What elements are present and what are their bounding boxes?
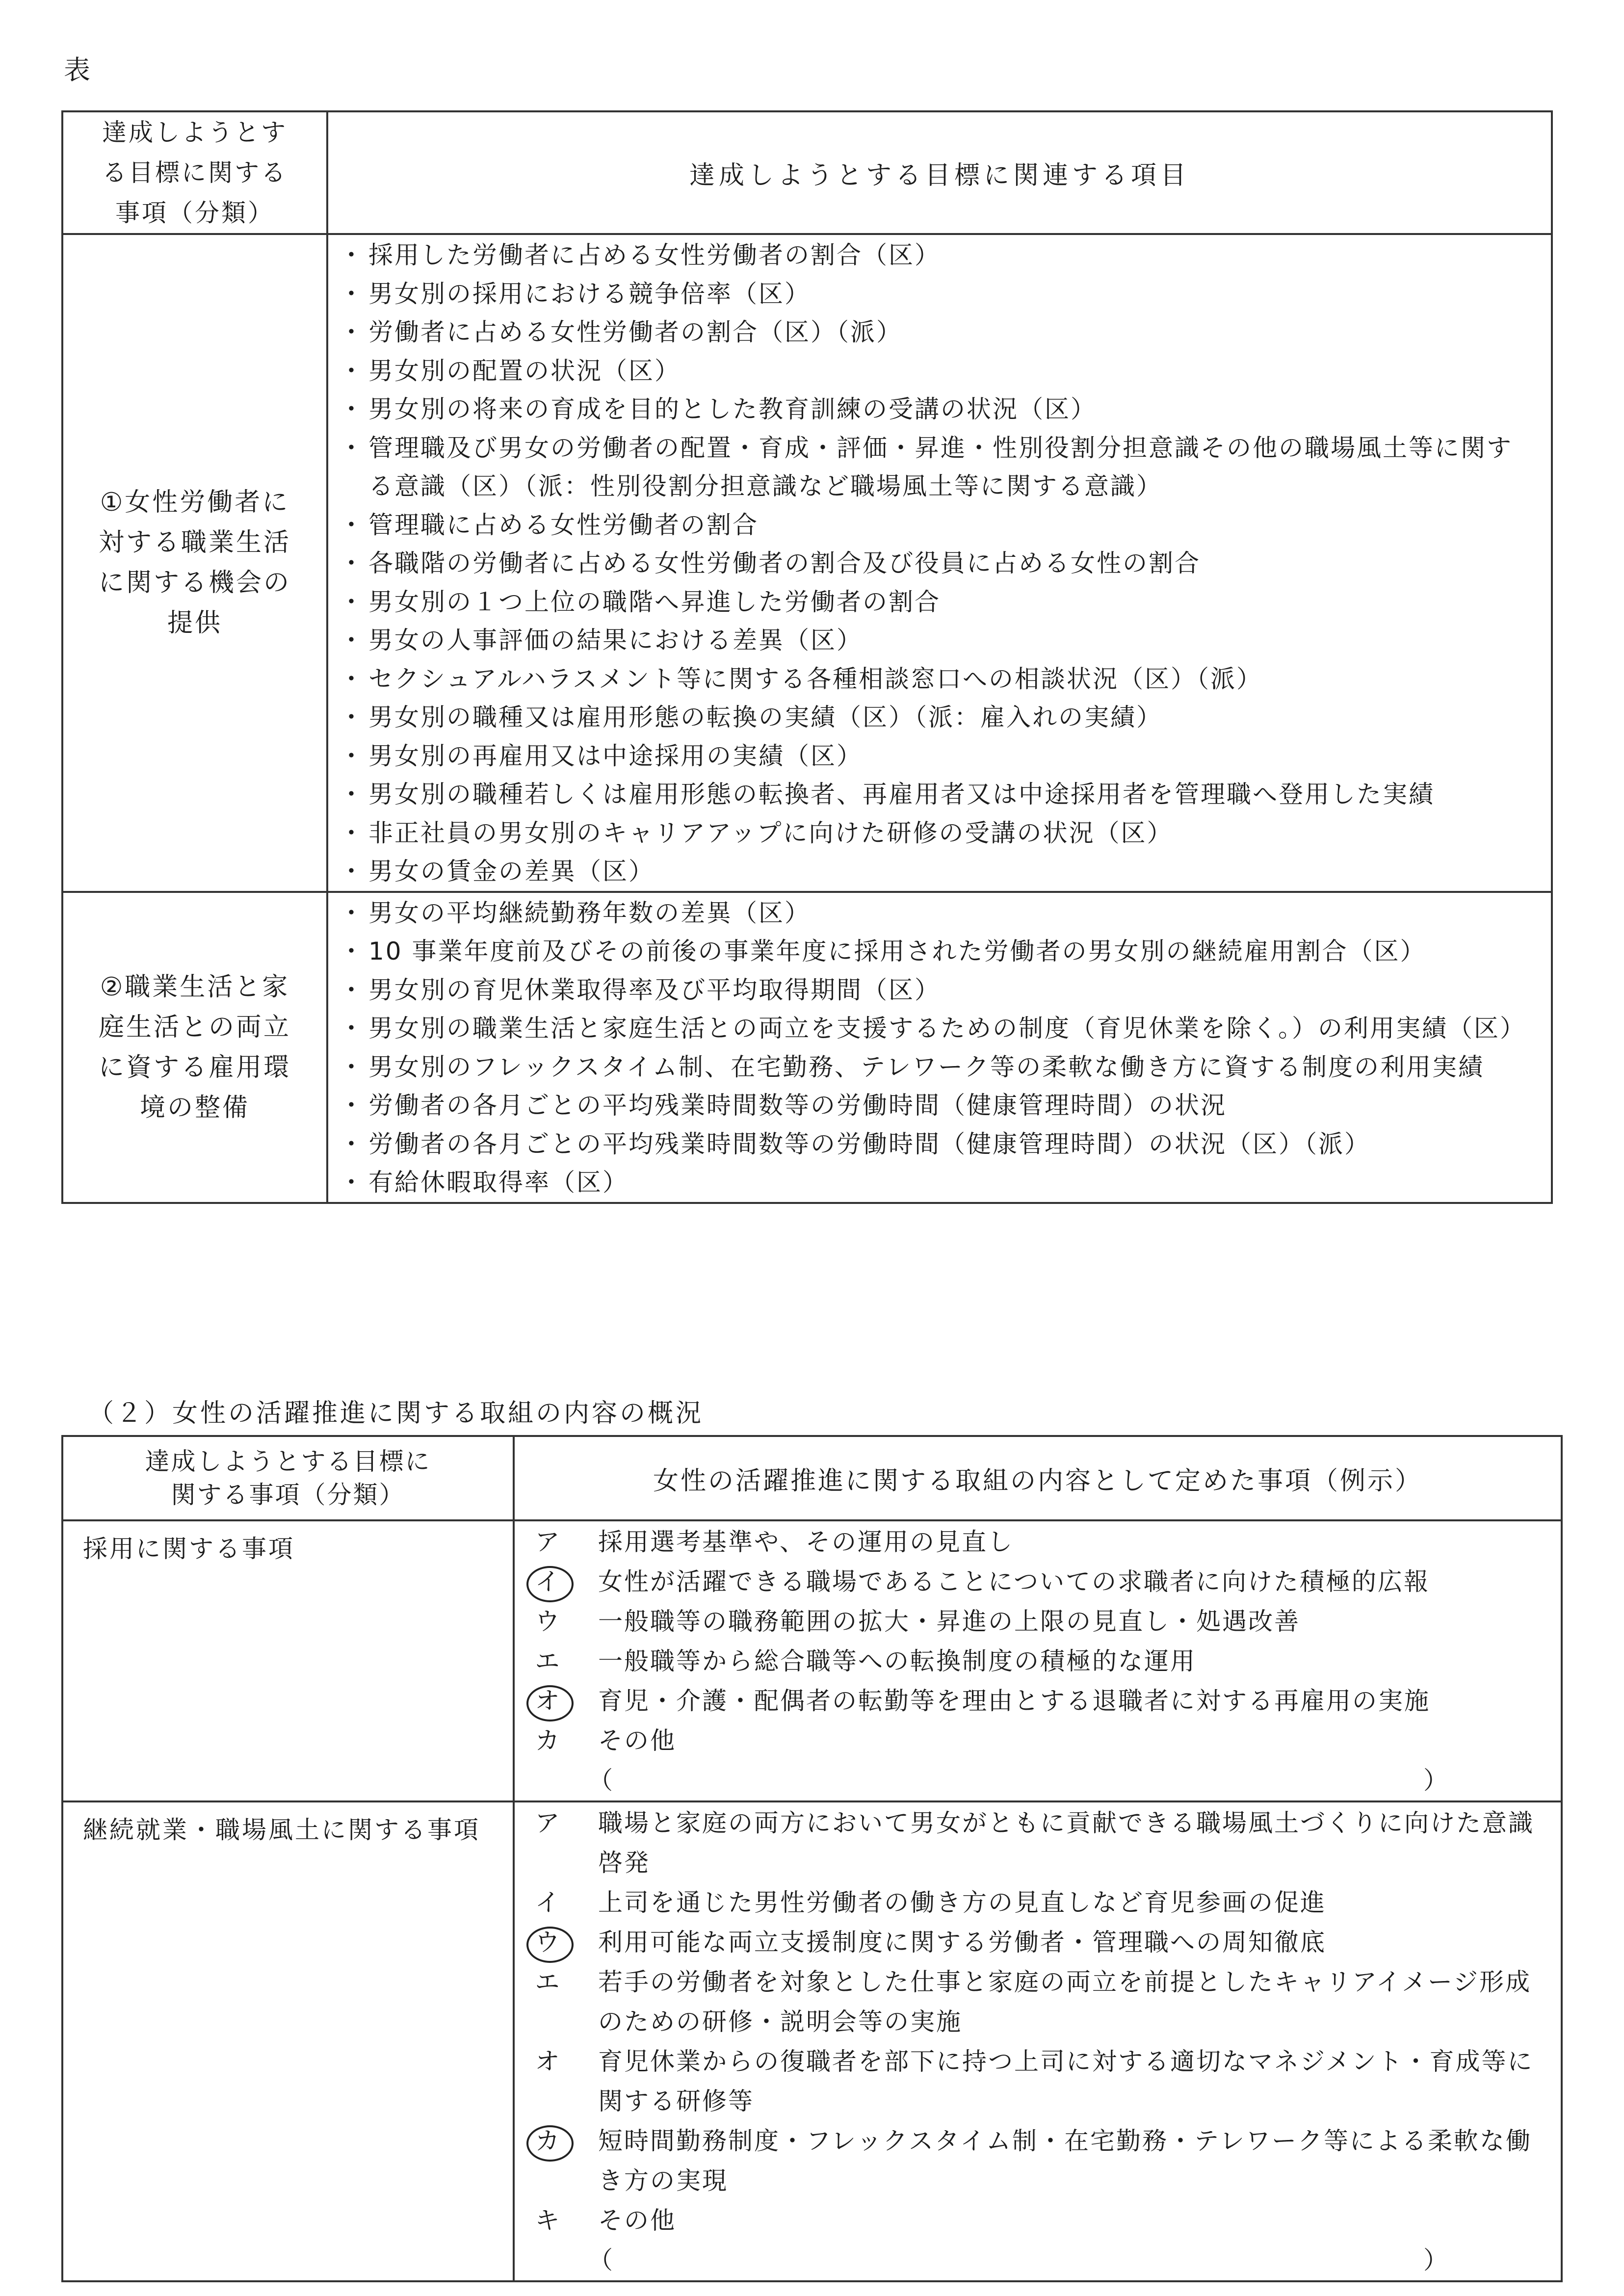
option-item [515, 1602, 1561, 1642]
category-cell: 採用に関する事項 [62, 1520, 514, 1801]
category-line: に資する雇用環 [98, 1052, 291, 1082]
header-goal-category [62, 1436, 514, 1520]
option-mark-circled: イ [524, 1562, 573, 1602]
category-line: ①女性労働者に [100, 488, 290, 518]
list-item: ・ 管理職に占める女性労働者の割合 [328, 506, 1551, 545]
header-goal-category [62, 111, 327, 234]
header-related-items: 達成しようとする目標に関連する項目 [327, 111, 1552, 234]
table-row [62, 1801, 1562, 2281]
items-cell [327, 892, 1552, 1203]
option-item [515, 1883, 1561, 1923]
option-text: その他 [598, 1726, 676, 1755]
options-cell [514, 1520, 1562, 1801]
category-line: ②職業生活と家 [100, 972, 290, 1002]
option-item [515, 1642, 1561, 1681]
option-mark: キ [535, 2206, 561, 2235]
list-item: ・ 男女別の採用における競争倍率（区） [328, 275, 1551, 313]
option-text: 利用可能な両立支援制度に関する労働者・管理職への周知徹底 [598, 1928, 1326, 1957]
header-line: 達成しようとする目標に [145, 1447, 431, 1476]
header-line: 事項（分類） [115, 199, 274, 227]
header-line: 関する事項（分類） [171, 1481, 405, 1509]
category-line: 庭生活との両立 [98, 1012, 291, 1042]
option-mark-circled: オ [524, 1681, 573, 1721]
paren-close: ） [1423, 1766, 1448, 1795]
header-line: る目標に関する [102, 158, 288, 187]
list-item: ・ 男女別の育児休業取得率及び平均取得期間（区） [328, 971, 1551, 1010]
option-text: 採用選考基準や、その運用の見直し [598, 1528, 1014, 1556]
list-item: ・ 各職階の労働者に占める女性労働者の割合及び役員に占める女性の割合 [328, 544, 1551, 583]
other-details-blank [515, 2241, 1561, 2280]
section-title: （２）女性の活躍推進に関する取組の内容の概況 [88, 1399, 704, 1428]
list-item: ・ 男女別の職種若しくは雇用形態の転換者、再雇用者又は中途採用者を管理職へ登用した実績 [328, 775, 1551, 814]
category-cell [62, 234, 327, 892]
option-text: その他 [598, 2206, 676, 2235]
list-item: ・ 男女別のフレックスタイム制、在宅勤務、テレワーク等の柔軟な働き方に資する制度の利用実績 [328, 1048, 1551, 1087]
category-line: 境の整備 [139, 1093, 250, 1122]
table-row [62, 1520, 1562, 1801]
option-mark: ア [535, 1528, 561, 1556]
list-item: ・ 労働者に占める女性労働者の割合（区）（派） [328, 313, 1551, 352]
option-text: 上司を通じた男性労働者の働き方の見直しなど育児参画の促進 [598, 1888, 1326, 1917]
paren-close: ） [1423, 2246, 1448, 2274]
option-item [515, 1962, 1561, 2042]
option-text: 女性が活躍できる職場であることについての求職者に向けた積極的広報 [598, 1567, 1430, 1596]
list-item: ・ 男女別の将来の育成を目的とした教育訓練の受講の状況（区） [328, 390, 1551, 429]
list-item: ・ 男女の平均継続勤務年数の差異（区） [328, 894, 1551, 933]
items-cell [327, 234, 1552, 892]
category-cell: 継続就業・職場風土に関する事項 [62, 1801, 514, 2281]
list-item: ・ 採用した労働者に占める女性労働者の割合（区） [328, 236, 1551, 275]
options-cell [514, 1801, 1562, 2281]
paren-open: （ [588, 1766, 613, 1795]
option-text: 育児休業からの復職者を部下に持つ上司に対する適切なマネジメント・育成等に関する研修等 [598, 2047, 1534, 2115]
header-line: 達成しようとす [102, 118, 288, 147]
list-item: ・ 労働者の各月ごとの平均残業時間数等の労働時間（健康管理時間）の状況 [328, 1086, 1551, 1125]
list-item: ・ 非正社員の男女別のキャリアアップに向けた研修の受講の状況（区） [328, 814, 1551, 853]
table-header-row [62, 111, 1552, 234]
list-item: ・ 男女の賃金の差異（区） [328, 852, 1551, 891]
list-item: ・ 男女別の１つ上位の職階へ昇進した労働者の割合 [328, 583, 1551, 622]
other-details-blank [515, 1761, 1561, 1800]
option-text: 育児・介護・配偶者の転勤等を理由とする退職者に対する再雇用の実施 [598, 1687, 1430, 1715]
table-row [62, 234, 1552, 892]
table-row [62, 892, 1552, 1203]
category-line: に関する機会の [98, 568, 291, 598]
list-item: ・ 10 事業年度前及びその前後の事業年度に採用された労働者の男女別の継続雇用割合（区） [328, 932, 1551, 971]
option-item [515, 2201, 1561, 2241]
option-text: 一般職等から総合職等への転換制度の積極的な運用 [598, 1647, 1196, 1675]
paren-open: （ [588, 2246, 613, 2274]
list-item: ・ 男女別の職種又は雇用形態の転換の実績（区）（派：雇入れの実績） [328, 698, 1551, 737]
goal-items-table [61, 110, 1553, 1204]
table-header-row [62, 1436, 1562, 1520]
option-item [515, 2121, 1561, 2201]
option-text: 一般職等の職務範囲の拡大・昇進の上限の見直し・処遇改善 [598, 1607, 1300, 1636]
option-text: 職場と家庭の両方において男女がともに貢献できる職場風土づくりに向けた意識啓発 [598, 1809, 1534, 1877]
list-item: ・ セクシュアルハラスメント等に関する各種相談窓口への相談状況（区）（派） [328, 660, 1551, 699]
option-text: 短時間勤務制度・フレックスタイム制・在宅勤務・テレワーク等による柔軟な働き方の実現 [598, 2127, 1532, 2195]
option-item [515, 1803, 1561, 1883]
list-item: ・ 男女別の職業生活と家庭生活との両立を支援するための制度（育児休業を除く。）の利用実績（区） [328, 1009, 1551, 1048]
category-line: 提供 [167, 608, 222, 638]
option-item [515, 1562, 1561, 1602]
option-mark: オ [535, 2047, 561, 2076]
option-mark-circled: ウ [524, 1923, 573, 1962]
table-caption: 表 [64, 54, 92, 85]
option-item [515, 1522, 1561, 1562]
header-initiatives: 女性の活躍推進に関する取組の内容として定めた事項（例示） [514, 1436, 1562, 1520]
list-item: ・ 男女別の配置の状況（区） [328, 352, 1551, 391]
option-mark: エ [535, 1647, 561, 1675]
option-mark-circled: カ [524, 2121, 573, 2161]
option-item [515, 1721, 1561, 1761]
list-item: ・ 管理職及び男女の労働者の配置・育成・評価・昇進・性別役割分担意識その他の職場風土等に関する意識（区）（派：性別役割分担意識など職場風土等に関する意識） [328, 429, 1551, 506]
option-item [515, 1923, 1561, 1962]
option-mark: ウ [535, 1607, 561, 1636]
option-mark: ア [535, 1809, 561, 1837]
category-line: 対する職業生活 [98, 528, 291, 558]
list-item: ・ 有給休暇取得率（区） [328, 1163, 1551, 1202]
option-mark: イ [535, 1888, 561, 1917]
initiatives-table [61, 1435, 1563, 2282]
option-mark: カ [535, 1726, 561, 1755]
list-item: ・ 労働者の各月ごとの平均残業時間数等の労働時間（健康管理時間）の状況（区）（派） [328, 1125, 1551, 1164]
option-text: 若手の労働者を対象とした仕事と家庭の両立を前提としたキャリアイメージ形成のための研修・説明会等の実施 [598, 1968, 1531, 2036]
list-item: ・ 男女別の再雇用又は中途採用の実績（区） [328, 737, 1551, 776]
category-cell [62, 892, 327, 1203]
option-mark: エ [535, 1968, 561, 1996]
list-item: ・ 男女の人事評価の結果における差異（区） [328, 621, 1551, 660]
option-item [515, 2042, 1561, 2121]
option-item [515, 1681, 1561, 1721]
